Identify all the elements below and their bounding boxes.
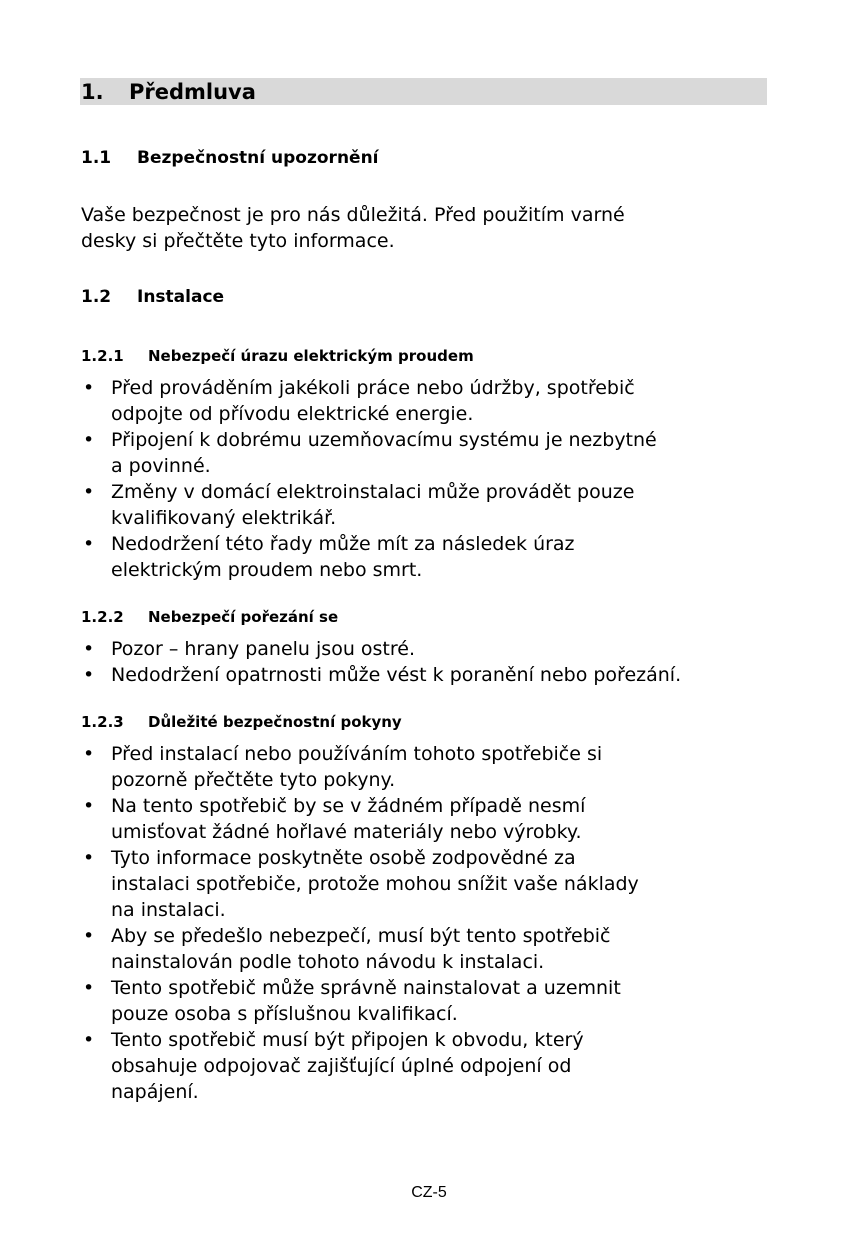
list-item — [81, 975, 771, 1027]
bullet-icon: • — [83, 925, 95, 947]
list-item-line: a povinné. — [111, 455, 211, 477]
intro-paragraph — [81, 202, 761, 254]
subsection-number: 1.2.2 — [81, 608, 124, 626]
section-number: 1.1 — [81, 148, 112, 168]
page-number: CZ-5 — [411, 1184, 447, 1201]
section-heading-1-1 — [81, 147, 379, 169]
bullet-icon: • — [83, 847, 95, 869]
list-item — [81, 793, 771, 845]
chapter-heading — [81, 79, 256, 105]
list-item-line: Tyto informace poskytněte osobě zodpovědné za — [111, 847, 576, 869]
subsection-number: 1.2.1 — [81, 347, 124, 365]
bullet-list-1-2-1 — [81, 375, 771, 583]
list-item-line: Před prováděním jakékoli práce nebo údržby, spotřebič — [111, 377, 635, 399]
subsection-title: Nebezpečí úrazu elektrickým proudem — [148, 347, 474, 365]
list-item — [81, 1027, 771, 1105]
list-item-line: Před instalací nebo používáním tohoto spotřebiče si — [111, 743, 603, 765]
bullet-icon: • — [83, 377, 95, 399]
list-item — [81, 375, 771, 427]
list-item-line: odpojte od přívodu elektrické energie. — [111, 403, 474, 425]
list-item-line: Tento spotřebič může správně nainstalovat a uzemnit — [111, 977, 621, 999]
subsection-number: 1.2.3 — [81, 713, 124, 731]
chapter-title: Předmluva — [129, 80, 256, 104]
list-item — [81, 923, 771, 975]
bullet-icon: • — [83, 743, 95, 765]
list-item — [81, 531, 771, 583]
bullet-icon: • — [83, 1029, 95, 1051]
list-item — [81, 427, 771, 479]
list-item — [81, 741, 771, 793]
list-item — [81, 845, 771, 923]
list-item-line: Změny v domácí elektroinstalaci může provádět pouze — [111, 481, 635, 503]
subsection-heading-1-2-3 — [81, 712, 402, 732]
list-item — [81, 479, 771, 531]
list-item-line: Připojení k dobrému uzemňovacímu systému je nezbytné — [111, 429, 657, 451]
section-title: Bezpečnostní upozornění — [137, 148, 379, 168]
list-item-line: Aby se předešlo nebezpečí, musí být tento spotřebič — [111, 925, 611, 947]
bullet-list-1-2-3 — [81, 741, 771, 1105]
section-number: 1.2 — [81, 287, 112, 307]
list-item-line: Nedodržení této řady může mít za následek úraz — [111, 533, 575, 555]
list-item-line: elektrickým proudem nebo smrt. — [111, 559, 423, 581]
subsection-title: Nebezpečí pořezání se — [148, 608, 339, 626]
list-item — [81, 636, 771, 662]
subsection-heading-1-2-2 — [81, 607, 338, 627]
list-item-line: Pozor – hrany panelu jsou ostré. — [111, 638, 415, 660]
list-item-line: umisťovat žádné hořlavé materiály nebo výrobky. — [111, 821, 582, 843]
bullet-icon: • — [83, 977, 95, 999]
bullet-icon: • — [83, 429, 95, 451]
chapter-number: 1. — [81, 80, 104, 104]
bullet-icon: • — [83, 481, 95, 503]
intro-line: Vaše bezpečnost je pro nás důležitá. Před použitím varné — [81, 204, 625, 226]
list-item-line: instalaci spotřebiče, protože mohou snížit vaše náklady — [111, 873, 639, 895]
bullet-list-1-2-2 — [81, 636, 771, 688]
list-item-line: Nedodržení opatrnosti může vést k poranění nebo pořezání. — [111, 664, 682, 686]
list-item — [81, 662, 771, 688]
list-item-line: Tento spotřebič musí být připojen k obvodu, který — [111, 1029, 584, 1051]
subsection-heading-1-2-1 — [81, 346, 474, 366]
subsection-title: Důležité bezpečnostní pokyny — [148, 713, 402, 731]
section-heading-1-2 — [81, 286, 224, 308]
list-item-line: na instalaci. — [111, 899, 226, 921]
list-item-line: obsahuje odpojovač zajišťující úplné odpojení od — [111, 1055, 572, 1077]
bullet-icon: • — [83, 638, 95, 660]
list-item-line: nainstalován podle tohoto návodu k instalaci. — [111, 951, 545, 973]
bullet-icon: • — [83, 795, 95, 817]
bullet-icon: • — [83, 664, 95, 686]
intro-line: desky si přečtěte tyto informace. — [81, 230, 395, 252]
list-item-line: pozorně přečtěte tyto pokyny. — [111, 769, 396, 791]
list-item-line: kvalifikovaný elektrikář. — [111, 507, 337, 529]
section-title: Instalace — [137, 287, 225, 307]
bullet-icon: • — [83, 533, 95, 555]
list-item-line: Na tento spotřebič by se v žádném případě nesmí — [111, 795, 586, 817]
list-item-line: pouze osoba s příslušnou kvalifikací. — [111, 1003, 458, 1025]
list-item-line: napájení. — [111, 1081, 199, 1103]
